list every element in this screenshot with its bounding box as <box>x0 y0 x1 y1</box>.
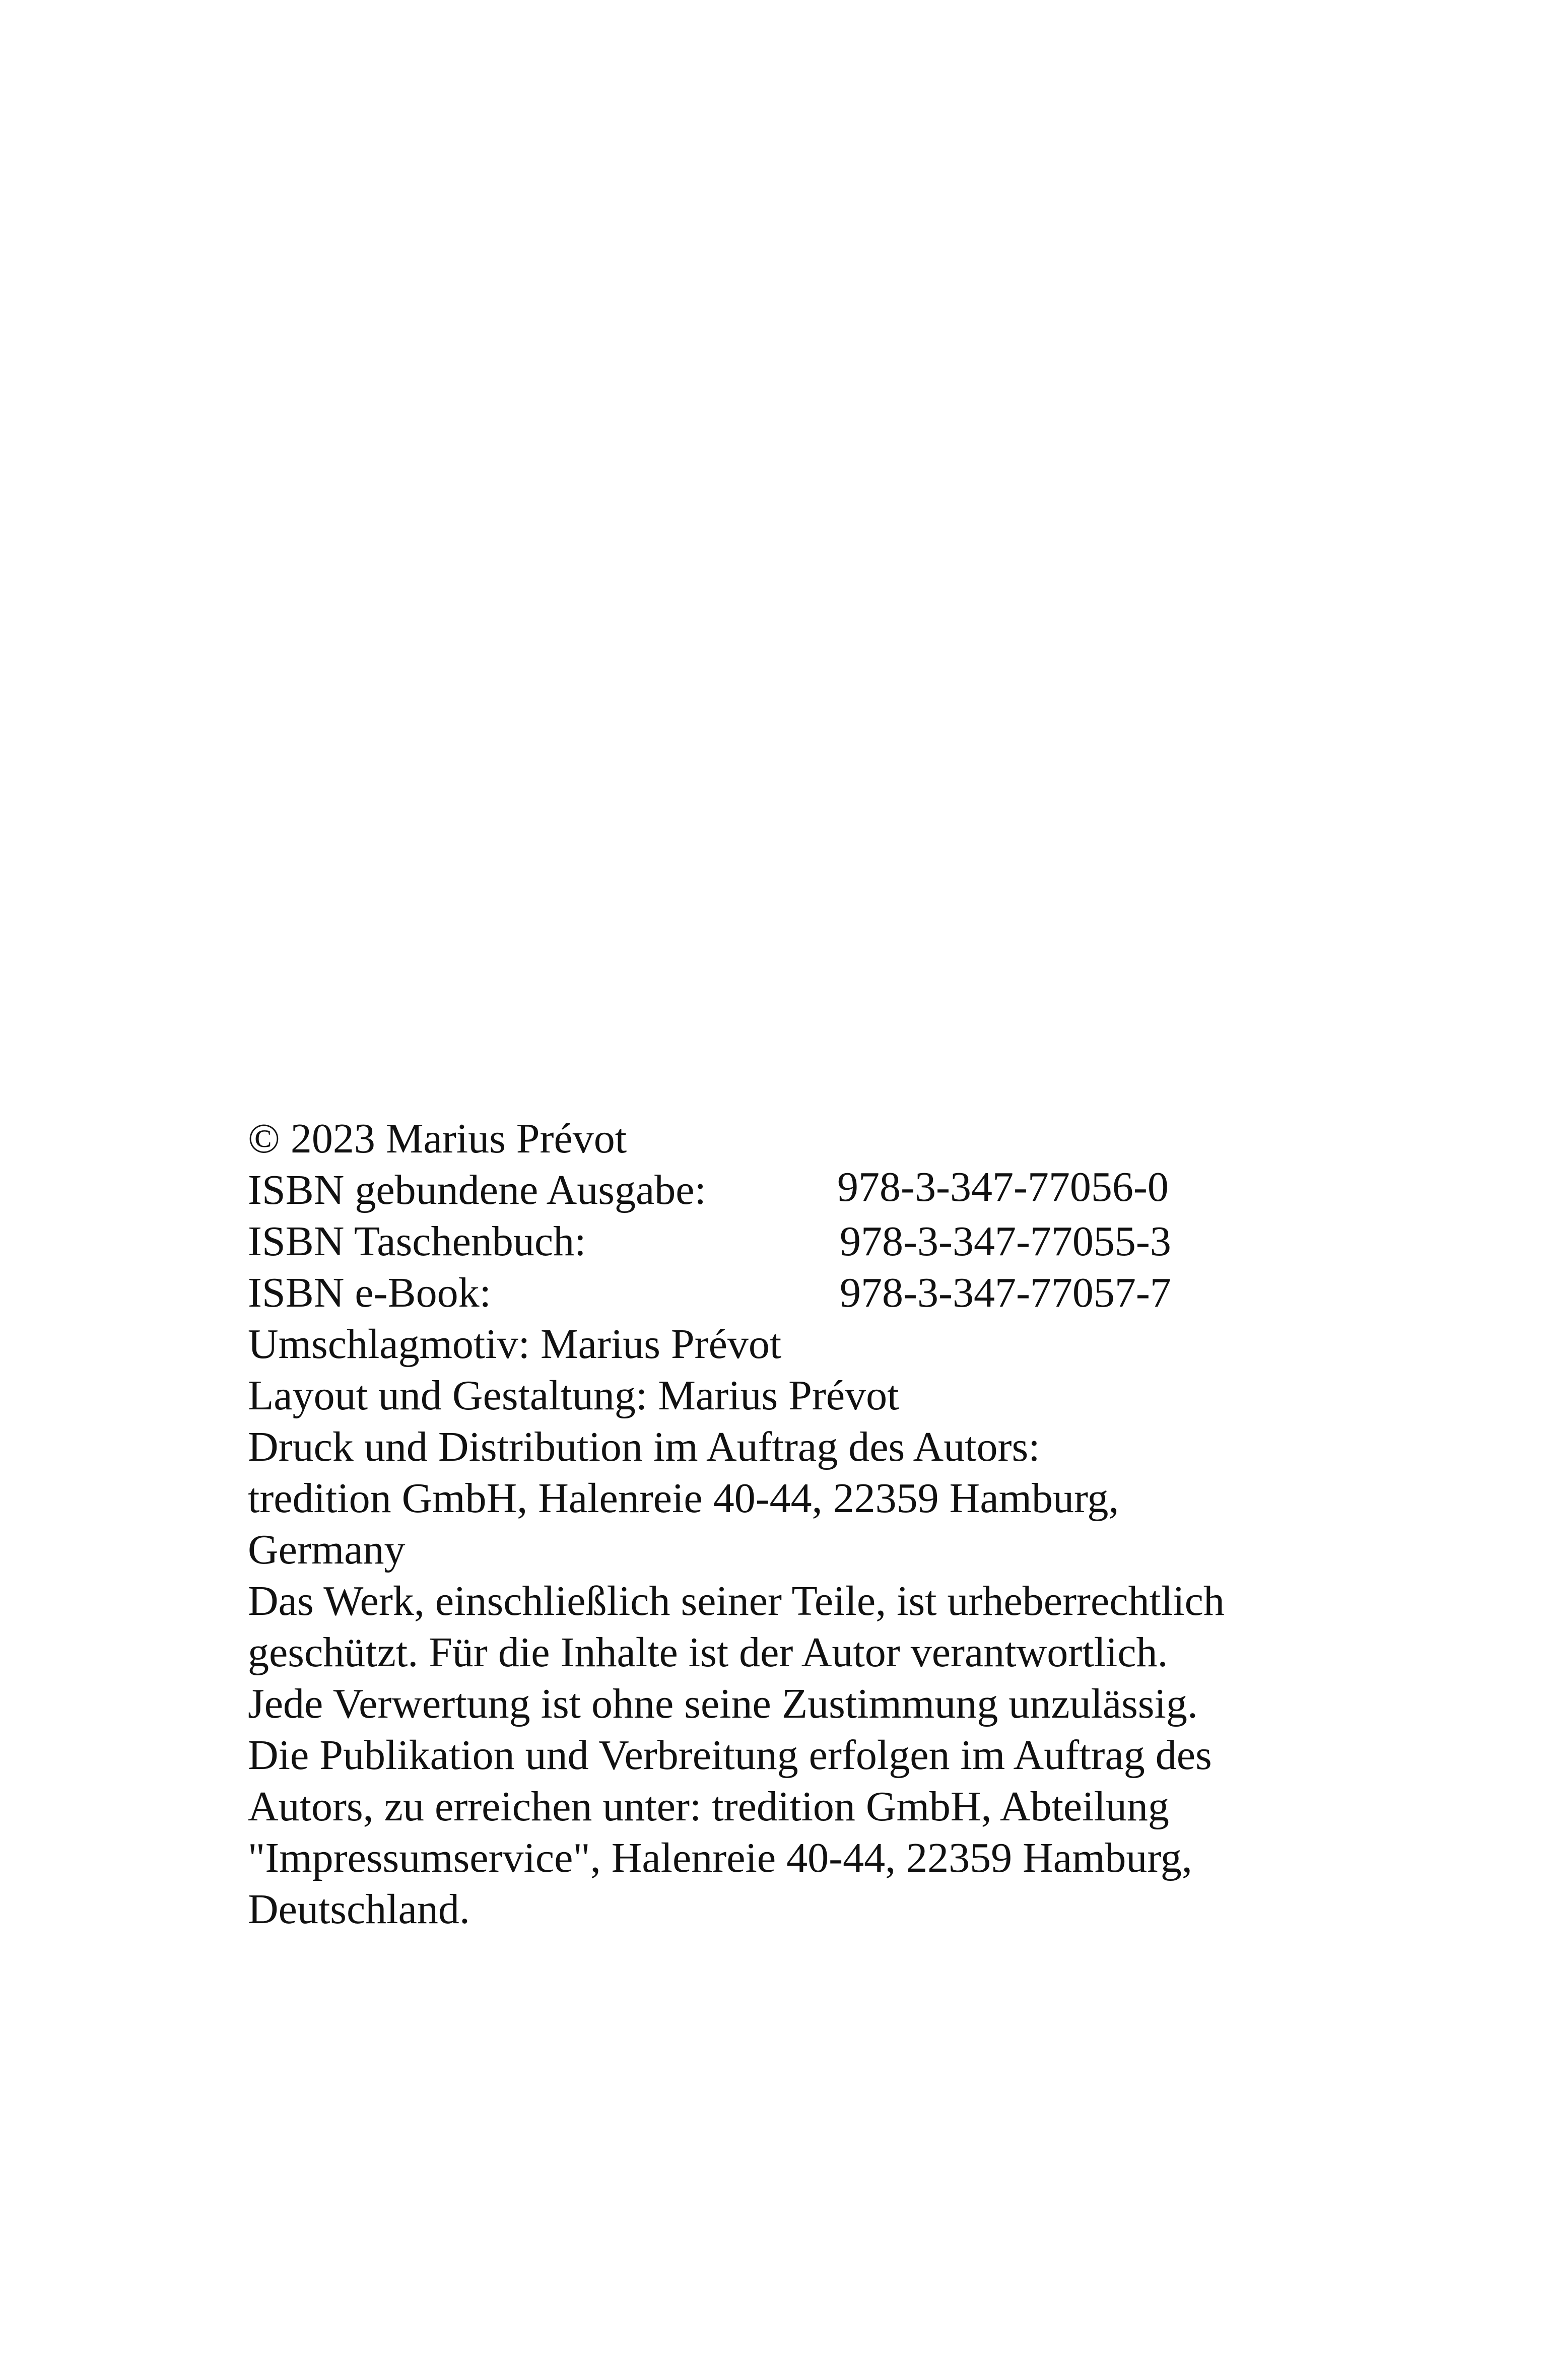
distribution-line: tredition GmbH, Halenreie 40-44, 22359 Hamburg, <box>248 1475 1119 1522</box>
isbn-label: ISBN e-Book: <box>248 1269 491 1316</box>
isbn-row-hardcover <box>248 1165 1306 1216</box>
isbn-label: ISBN Taschenbuch: <box>248 1218 586 1265</box>
isbn-row-paperback <box>248 1216 1306 1267</box>
copyright-line: © 2023 Marius Prévot <box>248 1115 627 1162</box>
isbn-label: ISBN gebundene Ausgabe: <box>248 1167 706 1213</box>
legal-line: "Impressumservice", Halenreie 40-44, 22359 Hamburg, <box>248 1834 1192 1881</box>
isbn-row-ebook <box>248 1267 1306 1319</box>
legal-paragraph <box>248 1576 1306 1935</box>
imprint-block <box>248 1113 1306 1935</box>
legal-line: Die Publikation und Verbreitung erfolgen im Auftrag des <box>248 1732 1212 1779</box>
legal-line: Deutschland. <box>248 1886 470 1933</box>
isbn-value: 978-3-347-77057-7 <box>840 1269 1171 1316</box>
legal-line: geschützt. Für die Inhalte ist der Autor verantwortlich. <box>248 1629 1168 1676</box>
distribution-paragraph <box>248 1421 1306 1576</box>
legal-line: Jede Verwertung ist ohne seine Zustimmung unzulässig. <box>248 1680 1198 1727</box>
layout-design-line: Layout und Gestaltung: Marius Prévot <box>248 1372 899 1419</box>
isbn-value: 978-3-347-77056-0 <box>837 1164 1169 1210</box>
distribution-line: Druck und Distribution im Auftrag des Autors: <box>248 1423 1040 1470</box>
isbn-value: 978-3-347-77055-3 <box>840 1218 1171 1265</box>
cover-motif-line: Umschlagmotiv: Marius Prévot <box>248 1321 782 1368</box>
distribution-line: Germany <box>248 1526 406 1573</box>
legal-line: Autors, zu erreichen unter: tredition GmbH, Abteilung <box>248 1783 1169 1830</box>
legal-line: Das Werk, einschließlich seiner Teile, ist urheberrechtlich <box>248 1578 1225 1624</box>
